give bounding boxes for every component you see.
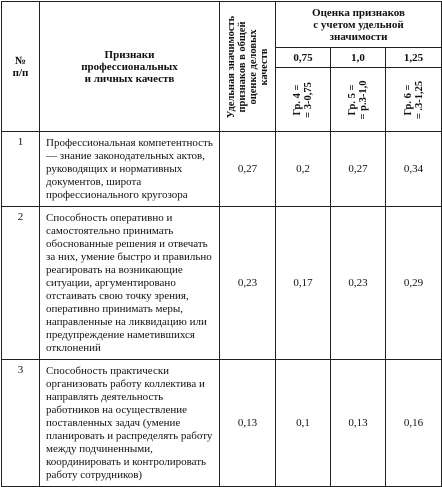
row-num: 2 [2, 207, 40, 360]
row-g6: 0,34 [386, 132, 442, 207]
coeff-1: 1,0 [331, 48, 386, 68]
header-num: № п/п [2, 2, 40, 132]
header-eval-group: Оценка признаков с учетом удельной значимости [276, 2, 442, 48]
row-num: 1 [2, 132, 40, 207]
table-row [2, 132, 442, 207]
row-weight: 0,27 [220, 132, 276, 207]
group-4-text: Гр. 4 = = 3-0,75 [292, 81, 314, 118]
header-traits: Признаки профессиональных и личных качеств [40, 2, 220, 132]
row-g5: 0,13 [331, 360, 386, 487]
group-5-header [331, 68, 386, 132]
group-5-text: Гр. 5 = = р.3-1,0 [347, 80, 369, 119]
group-6-header [386, 68, 442, 132]
table-row [2, 207, 442, 360]
coeff-2: 1,25 [386, 48, 442, 68]
table-row [2, 360, 442, 487]
row-text: Профессиональная компетентность — знание законодательных актов, руководящих и нормативных документов, широта профессионального кругозора [40, 132, 220, 207]
row-g4: 0,1 [276, 360, 331, 487]
row-g6: 0,29 [386, 207, 442, 360]
row-g5: 0,27 [331, 132, 386, 207]
row-g6: 0,16 [386, 360, 442, 487]
coeff-0: 0,75 [276, 48, 331, 68]
row-text: Способность практически организовать работу коллектива и направлять деятельность работников на осуществление поставленных задач (умение планировать и распределять работу между подчиненными, координировать и контролировать работу сотрудников) [40, 360, 220, 487]
group-4-header [276, 68, 331, 132]
row-g5: 0,23 [331, 207, 386, 360]
evaluation-table [1, 1, 442, 487]
row-weight: 0,13 [220, 360, 276, 487]
header-weight-text: Удельная значимость признаков в общей оценке деловых качеств [225, 15, 270, 118]
row-num: 3 [2, 360, 40, 487]
row-text: Способность оперативно и самостоятельно принимать обоснованные решения и отвечать за них, умение быстро и правильно реагировать на возникающие ситуации, аргументировано отстаивать свою точку зрения, оперативно принимать меры, направленные на ликвидацию или предупреждение наметившихся отклонений [40, 207, 220, 360]
group-6-text: Гр. 6 = = .3-1,25 [402, 80, 425, 119]
row-weight: 0,23 [220, 207, 276, 360]
row-g4: 0,17 [276, 207, 331, 360]
header-weight [220, 2, 276, 132]
row-g4: 0,2 [276, 132, 331, 207]
